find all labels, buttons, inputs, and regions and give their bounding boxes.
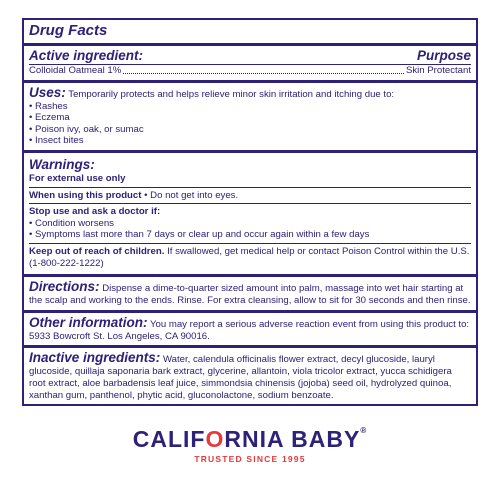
when-using-label: When using this product	[29, 189, 142, 201]
other-information-text: You may report a serious adverse reaction event from using this product to: 5933 Bowcroft St. Los Angeles, CA 90016.	[29, 318, 470, 342]
drug-facts-title: Drug Facts	[29, 22, 108, 39]
when-using-text: • Do not get into eyes.	[144, 189, 239, 201]
brand-tagline: TRUSTED SINCE 1995	[194, 454, 306, 464]
list-item: • Condition worsens	[29, 218, 471, 230]
brand-part1: CALIF	[132, 426, 206, 452]
brand-part2: RNIA BABY	[224, 426, 361, 452]
uses-section	[24, 83, 476, 153]
list-item: • Insect bites	[29, 135, 471, 147]
brand-o-heart: O	[205, 426, 225, 452]
purpose-label: Purpose	[416, 48, 471, 63]
stop-use-block	[29, 204, 471, 244]
when-using-row	[29, 188, 471, 205]
leader-dots	[123, 73, 404, 74]
keep-out-block	[29, 244, 471, 271]
stop-use-list	[29, 218, 471, 241]
list-item: • Poison ivy, oak, or sumac	[29, 124, 471, 136]
active-ingredient-row	[29, 65, 471, 77]
active-ingredient-section	[24, 46, 476, 83]
active-ingredient-header-row	[29, 48, 471, 65]
uses-label: Uses:	[29, 84, 66, 100]
list-item: • Symptoms last more than 7 days or clear up and occur again within a few days	[29, 229, 471, 241]
brand-name	[0, 426, 500, 453]
drug-facts-header-section	[24, 20, 476, 46]
list-item: • Eczema	[29, 112, 471, 124]
directions-text: Dispense a dime-to-quarter sized amount into palm, massage into wet hair starting at the scalp and working to the ends. Rinse. For extra cleansing, allow to sit for 30 seconds and then rinse.	[29, 283, 471, 307]
drug-facts-panel	[22, 18, 478, 406]
registered-mark: ®	[360, 426, 368, 435]
inactive-ingredients-label: Inactive ingredients:	[29, 350, 161, 366]
inactive-ingredients-section	[24, 348, 476, 404]
uses-intro	[29, 85, 471, 101]
keep-out-text: If swallowed, get medical help or contact Poison Control within the U.S. (1-800-222-1222)	[29, 245, 470, 269]
warnings-section	[24, 153, 476, 277]
brand-logo	[0, 426, 500, 464]
purpose-value: Skin Protectant	[405, 65, 471, 76]
uses-list	[29, 101, 471, 147]
uses-text: Temporarily protects and helps relieve minor skin irritation and itching due to:	[68, 88, 395, 100]
warnings-label: Warnings:	[29, 156, 95, 172]
keep-out-label: Keep out of reach of children.	[29, 245, 165, 257]
directions-label: Directions:	[29, 279, 100, 295]
stop-use-label: Stop use and ask a doctor if:	[29, 206, 161, 218]
warnings-header	[29, 155, 471, 188]
external-use-text: For external use only	[29, 172, 126, 184]
active-ingredient-value: Colloidal Oatmeal 1%	[29, 65, 122, 76]
directions-section	[24, 277, 476, 313]
other-information-label: Other information:	[29, 314, 148, 330]
active-ingredient-label: Active ingredient:	[29, 48, 144, 63]
other-information-section	[24, 313, 476, 349]
list-item: • Rashes	[29, 101, 471, 113]
inactive-ingredients-text: Water, calendula officinalis flower extract, decyl glucoside, lauryl glucoside, quillaja saponaria bark extract, glycerine, allantoin, viola tricolor extract, yucca schidigera root extract, aloe barbadensis leaf juice, simmondsia chinensis (jojoba) seed oil, hydrolyzed quinoa, xanthan gum, panthenol, phytic acid, gluconolactone, sodium benzoate.	[29, 354, 452, 401]
